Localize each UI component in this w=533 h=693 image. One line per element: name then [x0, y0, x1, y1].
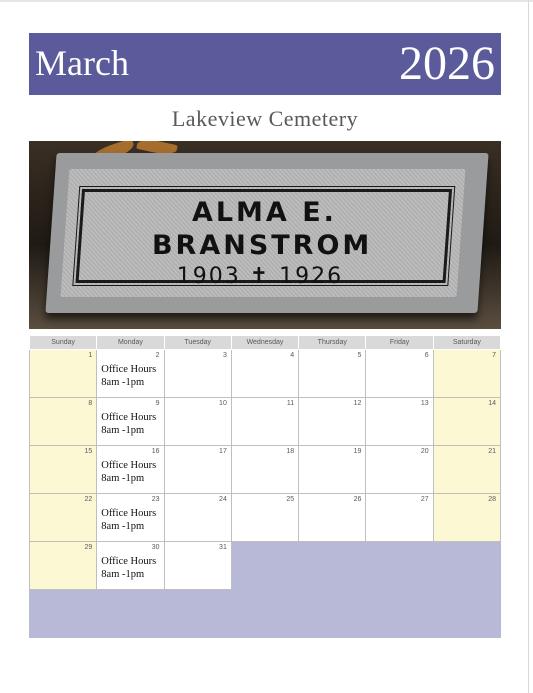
day-cell[interactable] — [366, 350, 433, 398]
day-number: 31 — [219, 544, 227, 551]
day-number: 20 — [420, 448, 429, 455]
day-cell[interactable] — [164, 542, 231, 590]
calendar-week-row — [30, 542, 501, 590]
day-number: 10 — [219, 400, 227, 407]
weekday-header-friday: Friday — [366, 336, 433, 350]
day-number: 27 — [420, 496, 429, 503]
office-hours-event[interactable] — [101, 363, 156, 389]
weekday-header-saturday: Saturday — [433, 336, 500, 350]
day-number: 11 — [286, 400, 295, 407]
empty-day-cell — [433, 542, 500, 590]
day-cell[interactable] — [433, 398, 500, 446]
day-cell[interactable] — [164, 446, 231, 494]
day-cell[interactable] — [97, 350, 164, 398]
empty-day-cell — [366, 590, 433, 638]
day-number: 15 — [84, 448, 93, 455]
event-text-line: Office Hours — [101, 556, 157, 567]
headstone-name-line1: ALMA E. — [191, 197, 337, 228]
calendar-week-row — [30, 398, 501, 446]
empty-day-cell — [231, 590, 298, 638]
calendar-week-row — [30, 590, 501, 638]
day-cell[interactable] — [30, 542, 97, 590]
day-cell[interactable] — [299, 446, 366, 494]
day-number: 18 — [286, 448, 295, 455]
day-number: 3 — [222, 352, 227, 359]
office-hours-event[interactable] — [101, 411, 156, 437]
day-cell[interactable] — [366, 398, 433, 446]
headstone-dates: 1903 ✝ 1926 — [176, 264, 344, 289]
day-number: 14 — [488, 400, 496, 407]
day-number: 19 — [353, 448, 362, 455]
weekday-header-row — [30, 336, 501, 350]
event-text-line: Office Hours — [101, 412, 157, 423]
headstone-name-line2: BRANSTROM — [151, 230, 373, 261]
day-cell[interactable] — [97, 398, 164, 446]
day-number: 16 — [151, 448, 160, 455]
empty-day-cell — [299, 590, 366, 638]
day-number: 30 — [151, 544, 160, 551]
day-number: 7 — [492, 352, 496, 359]
day-cell[interactable] — [97, 494, 164, 542]
day-number: 5 — [357, 352, 362, 359]
day-cell[interactable] — [433, 494, 500, 542]
event-text-line: 8am -1pm — [101, 425, 145, 436]
empty-day-cell — [231, 542, 298, 590]
day-number: 4 — [290, 352, 295, 359]
day-cell[interactable] — [30, 494, 97, 542]
day-cell[interactable] — [433, 350, 500, 398]
day-number: 6 — [424, 352, 429, 359]
day-cell[interactable] — [164, 350, 231, 398]
empty-day-cell — [366, 542, 433, 590]
event-text-line: Office Hours — [101, 364, 157, 375]
event-text-line: Office Hours — [101, 508, 157, 519]
headstone — [45, 153, 488, 313]
office-hours-event[interactable] — [101, 507, 156, 533]
office-hours-event[interactable] — [101, 555, 156, 581]
day-cell[interactable] — [231, 494, 298, 542]
day-cell[interactable] — [97, 542, 164, 590]
calendar-week-row — [30, 350, 501, 398]
day-cell[interactable] — [231, 398, 298, 446]
day-cell[interactable] — [231, 350, 298, 398]
day-number: 2 — [155, 352, 160, 359]
headstone-photo — [29, 141, 501, 329]
event-text-line: 8am -1pm — [101, 473, 145, 484]
weekday-header-tuesday: Tuesday — [164, 336, 231, 350]
month-title: March — [35, 43, 129, 83]
year-title: 2026 — [399, 37, 495, 90]
day-number: 24 — [219, 496, 227, 503]
day-number: 22 — [84, 496, 93, 503]
day-number: 9 — [155, 400, 160, 407]
headstone-face — [61, 169, 466, 297]
day-number: 13 — [420, 400, 429, 407]
month-calendar-grid — [29, 335, 501, 638]
empty-day-cell — [299, 542, 366, 590]
day-cell[interactable] — [231, 446, 298, 494]
day-number: 26 — [353, 496, 362, 503]
day-cell[interactable] — [299, 494, 366, 542]
event-text-line: Office Hours — [101, 460, 157, 471]
day-cell[interactable] — [366, 446, 433, 494]
weekday-header-wednesday: Wednesday — [231, 336, 298, 350]
weekday-header-monday: Monday — [97, 336, 164, 350]
day-number: 23 — [151, 496, 160, 503]
calendar-subtitle: Lakeview Cemetery — [171, 106, 359, 131]
day-cell[interactable] — [433, 446, 500, 494]
month-header-bar — [29, 33, 501, 95]
event-text-line: 8am -1pm — [101, 377, 145, 388]
day-cell[interactable] — [30, 398, 97, 446]
weekday-header-thursday: Thursday — [299, 336, 366, 350]
day-number: 25 — [286, 496, 295, 503]
day-cell[interactable] — [366, 494, 433, 542]
page-top-edge — [0, 0, 533, 2]
day-number: 1 — [88, 352, 93, 359]
day-number: 12 — [353, 400, 362, 407]
day-cell[interactable] — [164, 494, 231, 542]
day-number: 28 — [488, 496, 496, 503]
day-cell[interactable] — [299, 350, 366, 398]
empty-day-cell — [97, 590, 164, 638]
day-number: 21 — [488, 448, 496, 455]
day-number: 29 — [84, 544, 93, 551]
office-hours-event[interactable] — [101, 459, 156, 485]
empty-day-cell — [433, 590, 500, 638]
day-cell[interactable] — [97, 446, 164, 494]
empty-day-cell — [164, 590, 231, 638]
event-text-line: 8am -1pm — [101, 521, 145, 532]
calendar-week-row — [30, 494, 501, 542]
weekday-header-sunday: Sunday — [30, 336, 97, 350]
event-text-line: 8am -1pm — [101, 569, 145, 580]
empty-day-cell — [30, 590, 97, 638]
day-cell[interactable] — [30, 350, 97, 398]
page-right-edge — [528, 0, 529, 693]
day-cell[interactable] — [299, 398, 366, 446]
calendar-week-row — [30, 446, 501, 494]
day-cell[interactable] — [164, 398, 231, 446]
day-number: 8 — [88, 400, 93, 407]
day-number: 17 — [219, 448, 227, 455]
day-cell[interactable] — [30, 446, 97, 494]
